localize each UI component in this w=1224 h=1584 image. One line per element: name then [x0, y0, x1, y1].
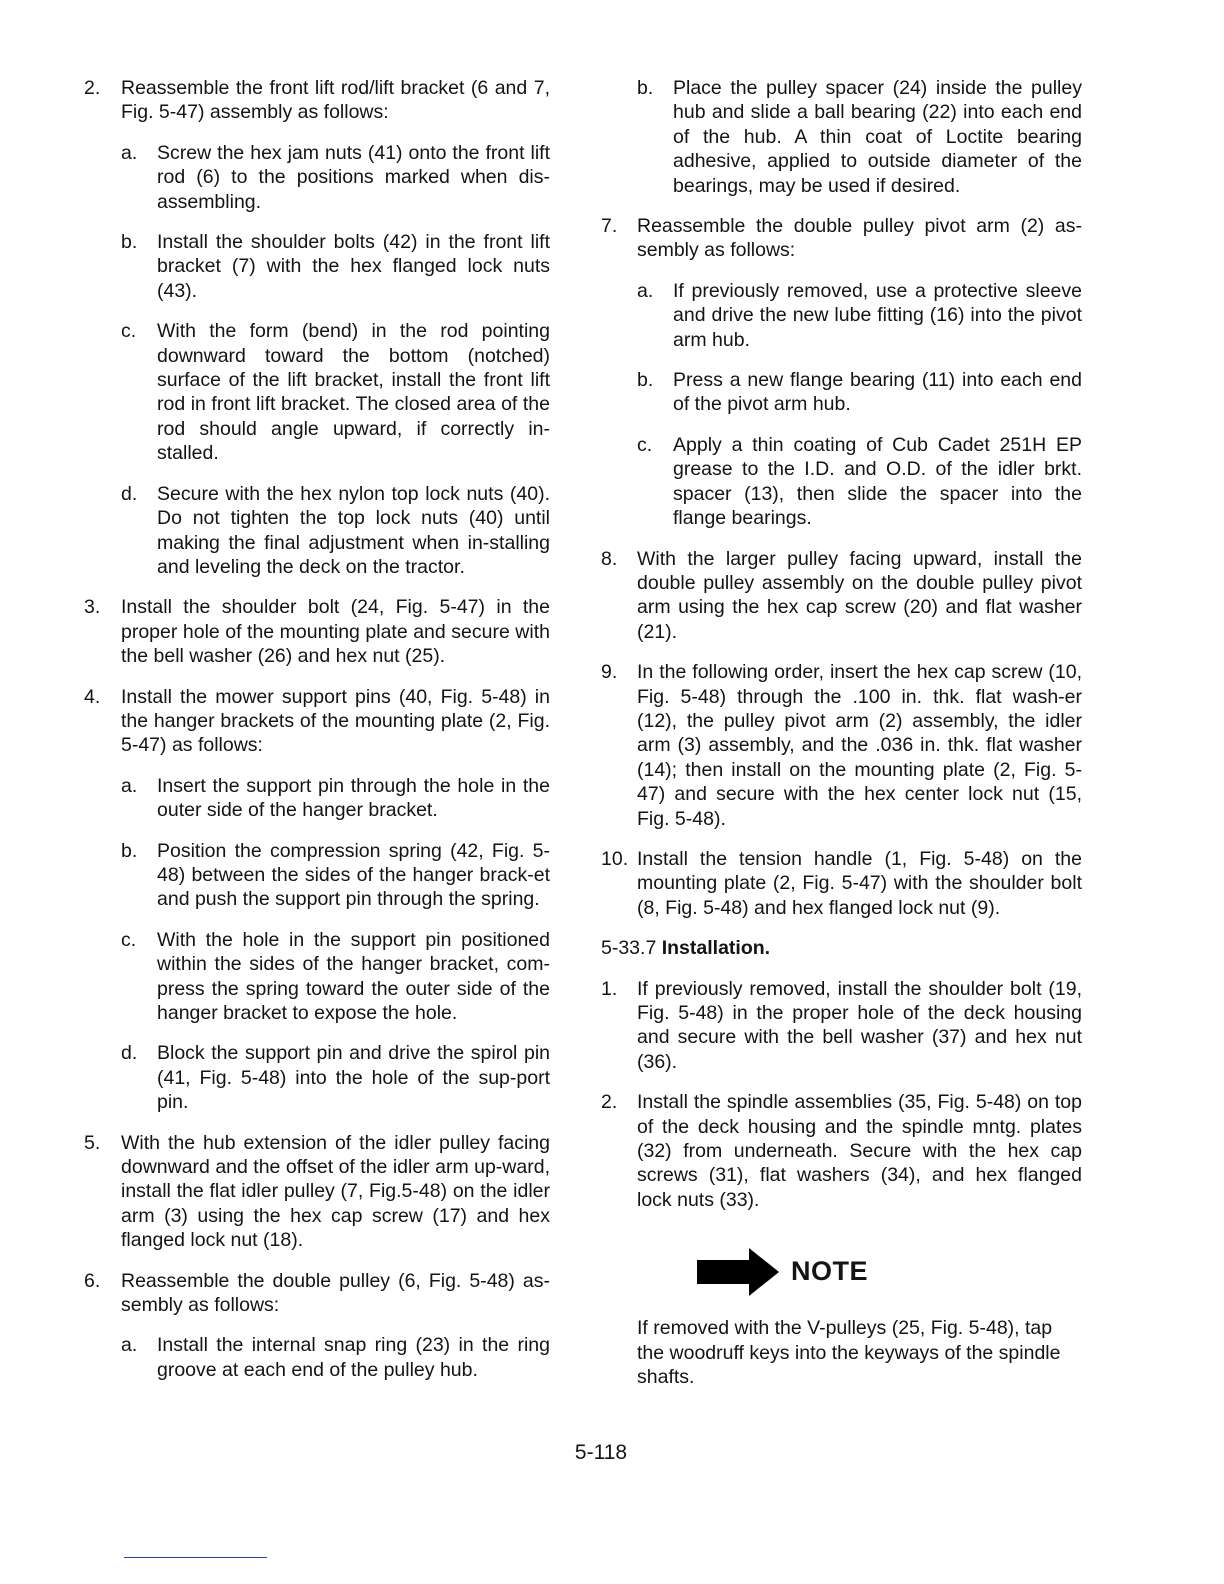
substep-4d	[84, 1041, 550, 1114]
substep-letter: c.	[121, 928, 137, 951]
substep-text: Apply a thin coating of Cub Cadet 251H EP grease to the I.D. and O.D. of the idler brkt. spacer (13), then slide the spacer into the flange bearings.	[673, 433, 1082, 530]
step-number: 6.	[84, 1269, 101, 1292]
install-step-2	[601, 1090, 1082, 1212]
note-banner	[601, 1248, 1082, 1298]
substep-4b	[84, 839, 550, 912]
note-text: If removed with the V-pulleys (25, Fig. 5-48), tap the woodruff keys into the keyways of the spindle shafts.	[637, 1317, 1061, 1389]
substep-letter: a.	[637, 279, 654, 302]
install-step-1	[601, 977, 1082, 1075]
substep-letter: c.	[121, 320, 137, 343]
step-text: Reassemble the double pulley (6, Fig. 5-48) as-sembly as follows:	[121, 1269, 550, 1317]
substep-letter: b.	[121, 839, 138, 862]
step-10	[601, 847, 1082, 920]
step-text: In the following order, insert the hex cap screw (10, Fig. 5-48) through the .100 in. thk. flat wash-er (12), the pulley pivot arm (2) assembly, the idler arm (3) assembly, and the .036 in. thk. flat washer (14); then install on the mounting plate (2, Fig. 5-47) and secure with the hex center lock nut (15, Fig. 5-48).	[637, 661, 1082, 830]
step-text: Install the spindle assemblies (35, Fig. 5-48) on top of the deck housing and the spindle mntg. plates (32) from underneath. Secure with the hex cap screws (31), flat washers (34), and hex flanged lock nuts (33).	[637, 1091, 1082, 1211]
section-number: 5-33.7	[601, 937, 657, 960]
footer-rule	[124, 1557, 267, 1558]
substep-4c	[84, 928, 550, 1026]
step-4	[84, 685, 550, 758]
substep-7b	[601, 368, 1082, 417]
substep-letter: b.	[637, 77, 654, 99]
step-text: With the hub extension of the idler pulley facing downward and the offset of the idler arm up-ward, install the flat idler pulley (7, Fig.5-48) on the idler arm (3) using the hex cap screw (17) and hex flanged lock nut (18).	[121, 1131, 550, 1252]
note-label: NOTE	[791, 1256, 869, 1287]
substep-2a	[84, 141, 550, 214]
substep-7a	[601, 279, 1082, 352]
substep-letter: d.	[121, 482, 138, 505]
substep-text: Secure with the hex nylon top lock nuts (40). Do not tighten the top lock nuts (40) until making the final adjustment when in-stalling and leveling the deck on the tractor.	[157, 482, 550, 578]
step-2	[84, 76, 550, 125]
substep-2c	[84, 319, 550, 465]
right-column	[601, 76, 1082, 1389]
step-text: Install the shoulder bolt (24, Fig. 5-47) in the proper hole of the mounting plate and secure with the bell washer (26) and hex nut (25).	[121, 596, 550, 668]
step-number: 10.	[601, 847, 629, 870]
step-number: 7.	[601, 215, 618, 238]
substep-4a	[84, 774, 550, 823]
substep-letter: a.	[121, 774, 138, 797]
substep-7c	[601, 433, 1082, 531]
substep-letter: a.	[121, 141, 138, 164]
substep-text: Press a new flange bearing (11) into each end of the pivot arm hub.	[673, 369, 1082, 416]
substep-letter: b.	[121, 231, 138, 254]
step-5	[84, 1131, 550, 1253]
substep-letter: a.	[121, 1334, 138, 1357]
substep-2b	[84, 230, 550, 303]
left-column	[84, 76, 550, 1398]
substep-text: Insert the support pin through the hole in the outer side of the hanger bracket.	[157, 774, 550, 822]
step-number: 2.	[601, 1091, 618, 1114]
substep-text: With the hole in the support pin positioned within the sides of the hanger bracket, com-press the spring toward the outer side of the hanger bracket to expose the hole.	[157, 928, 550, 1024]
step-text: With the larger pulley facing upward, install the double pulley assembly on the double pulley pivot arm using the hex cap screw (20) and flat washer (21).	[637, 547, 1082, 643]
substep-letter: c.	[637, 433, 653, 456]
substep-text: Place the pulley spacer (24) inside the pulley hub and slide a ball bearing (22) into each end of the hub. A thin coat of Loctite bearing adhesive, applied to outside diameter of the bearings, may be used if desired.	[673, 77, 1082, 197]
step-8	[601, 547, 1082, 645]
substep-text: Install the internal snap ring (23) in the ring groove at each end of the pulley hub.	[157, 1334, 550, 1381]
step-number: 9.	[601, 661, 618, 684]
step-number: 4.	[84, 685, 101, 708]
substep-text: Block the support pin and drive the spirol pin (41, Fig. 5-48) into the hole of the sup-port pin.	[157, 1042, 550, 1114]
substep-6b	[601, 76, 1082, 198]
step-9	[601, 660, 1082, 831]
step-number: 8.	[601, 547, 618, 570]
step-text: Install the mower support pins (40, Fig. 5-48) in the hanger brackets of the mounting plate (2, Fig. 5-47) as follows:	[121, 685, 550, 757]
section-heading	[601, 936, 1082, 960]
substep-text: Position the compression spring (42, Fig. 5-48) between the sides of the hanger brack-et and push the support pin through the spring.	[157, 839, 550, 911]
step-text: Install the tension handle (1, Fig. 5-48) on the mounting plate (2, Fig. 5-47) with the shoulder bolt (8, Fig. 5-48) and hex flanged lock nut (9).	[637, 847, 1082, 919]
substep-text: With the form (bend) in the rod pointing downward toward the bottom (notched) surface of the lift bracket, install the front lift rod in front lift bracket. The closed area of the rod should angle upward, if correctly in-stalled.	[157, 320, 550, 465]
substep-text: Install the shoulder bolts (42) in the front lift bracket (7) with the hex flanged lock nuts (43).	[157, 231, 550, 302]
substep-2d	[84, 482, 550, 580]
section-title: Installation.	[661, 937, 771, 960]
step-number: 2.	[84, 77, 101, 99]
right-arrow-icon	[697, 1248, 779, 1296]
step-3	[84, 595, 550, 668]
substep-letter: b.	[637, 369, 654, 392]
page-number: 5-118	[574, 1441, 628, 1464]
step-text: Reassemble the front lift rod/lift bracket (6 and 7, Fig. 5-47) assembly as follows:	[121, 77, 550, 124]
step-6	[84, 1269, 550, 1318]
substep-text: Screw the hex jam nuts (41) onto the front lift rod (6) to the positions marked when dis-assembling.	[157, 141, 550, 213]
substep-letter: d.	[121, 1042, 138, 1065]
substep-text: If previously removed, use a protective sleeve and drive the new lube fitting (16) into the pivot arm hub.	[673, 279, 1082, 351]
step-number: 3.	[84, 596, 101, 619]
step-number: 1.	[601, 977, 618, 1000]
substep-6a	[84, 1333, 550, 1382]
step-text: Reassemble the double pulley pivot arm (2) as-sembly as follows:	[637, 215, 1082, 262]
step-7	[601, 214, 1082, 263]
step-text: If previously removed, install the shoulder bolt (19, Fig. 5-48) in the proper hole of the deck housing and secure with the bell washer (37) and hex nut (36).	[637, 977, 1082, 1073]
step-number: 5.	[84, 1131, 101, 1154]
